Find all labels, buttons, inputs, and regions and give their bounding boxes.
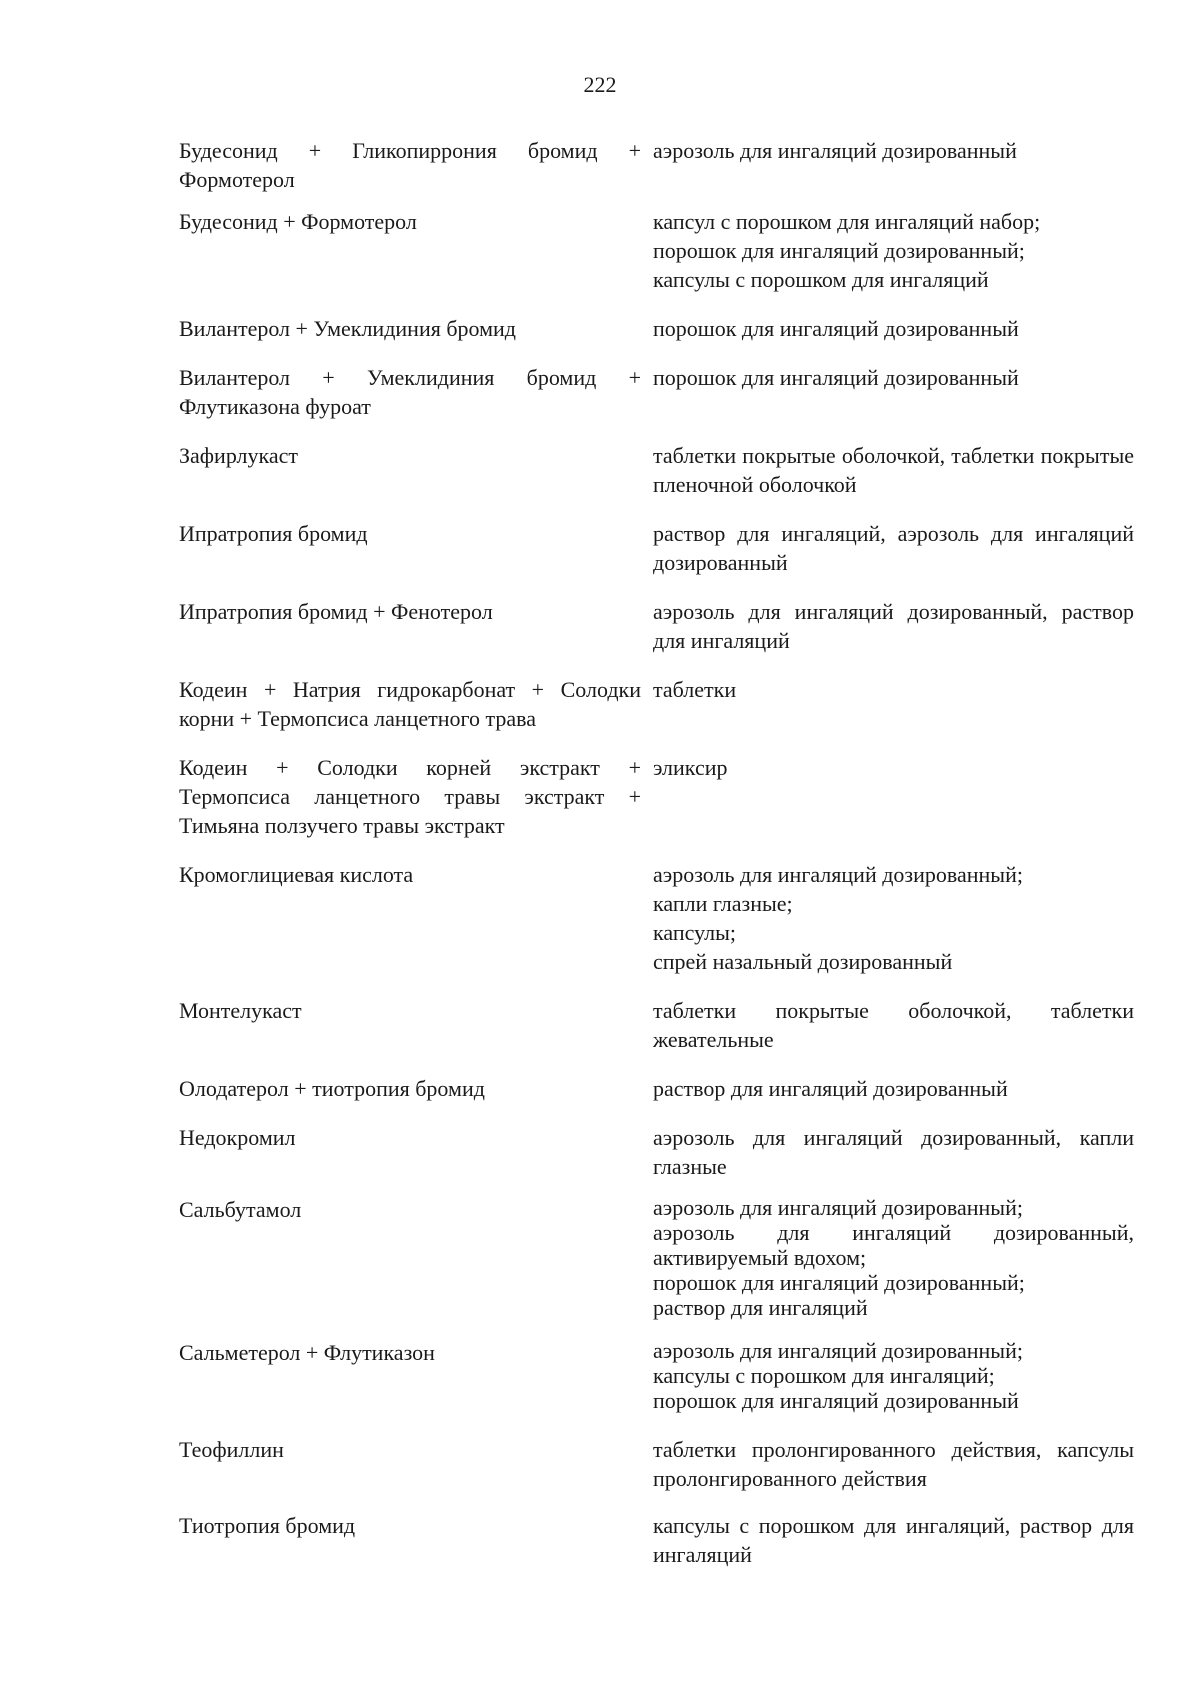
list-item: [179, 675, 1134, 753]
list-item: [179, 996, 1134, 1074]
dosage-form: порошок для ингаляций дозированный: [653, 316, 1019, 341]
dosage-forms: [653, 1338, 1134, 1413]
dosage-form: капсулы с порошком для ингаляций, раствор для ингаляций: [653, 1513, 1134, 1567]
dosage-forms: [653, 1195, 1134, 1320]
drug-name: Будесонид + Гликопиррония бромид + Формотерол: [179, 138, 641, 192]
list-item: [179, 207, 1134, 314]
dosage-forms: [653, 441, 1134, 499]
list-item: [179, 1074, 1134, 1123]
drug-name: Сальбутамол: [179, 1197, 302, 1222]
drug-name: Сальметерол + Флутиказон: [179, 1340, 435, 1365]
dosage-forms: [653, 1074, 1134, 1103]
drug-name: Кодеин + Солодки корней экстракт + Термопсиса ланцетного травы экстракт + Тимьяна ползучего травы экстракт: [179, 755, 641, 838]
list-item: [179, 136, 1134, 207]
dosage-form: раствор для ингаляций, аэрозоль для ингаляций дозированный: [653, 521, 1134, 575]
list-item: [179, 314, 1134, 363]
dosage-form: раствор для ингаляций дозированный: [653, 1076, 1008, 1101]
dosage-forms: [653, 597, 1134, 655]
dosage-form: аэрозоль для ингаляций дозированный;: [653, 1195, 1023, 1220]
dosage-form: эликсир: [653, 755, 728, 780]
dosage-form: капсулы с порошком для ингаляций;: [653, 1363, 995, 1388]
list-item: [179, 1435, 1134, 1511]
drug-list: [179, 136, 1134, 1571]
dosage-form: порошок для ингаляций дозированный: [653, 365, 1019, 390]
dosage-forms: [653, 753, 1134, 782]
dosage-form: аэрозоль для ингаляций дозированный;: [653, 862, 1023, 887]
list-item: [179, 441, 1134, 519]
drug-name: Зафирлукаст: [179, 443, 299, 468]
dosage-form: спрей назальный дозированный: [653, 949, 953, 974]
dosage-form: порошок для ингаляций дозированный;: [653, 238, 1025, 263]
drug-name: Вилантерол + Умеклидиния бромид: [179, 316, 517, 341]
drug-name: Вилантерол + Умеклидиния бромид + Флутиказона фуроат: [179, 365, 641, 419]
dosage-forms: [653, 1435, 1134, 1493]
drug-name: Недокромил: [179, 1125, 296, 1150]
list-item: [179, 1123, 1134, 1195]
list-item: [179, 519, 1134, 597]
dosage-forms: [653, 860, 1134, 976]
drug-name: Монтелукаст: [179, 998, 302, 1023]
dosage-forms: [653, 314, 1134, 343]
dosage-form: капсул с порошком для ингаляций набор;: [653, 209, 1041, 234]
dosage-form: капсулы;: [653, 920, 736, 945]
dosage-form: капсулы с порошком для ингаляций: [653, 267, 989, 292]
drug-name: Теофиллин: [179, 1437, 284, 1462]
dosage-forms: [653, 1511, 1134, 1569]
dosage-forms: [653, 1123, 1134, 1181]
dosage-form: таблетки покрытые оболочкой, таблетки покрытые пленочной оболочкой: [653, 443, 1134, 497]
list-item: [179, 1338, 1134, 1435]
dosage-form: аэрозоль для ингаляций дозированный: [653, 138, 1017, 163]
list-item: [179, 753, 1134, 860]
drug-name: Тиотропия бромид: [179, 1513, 356, 1538]
drug-name: Ипратропия бромид + Фенотерол: [179, 599, 493, 624]
dosage-forms: [653, 207, 1134, 294]
drug-name: Ипратропия бромид: [179, 521, 368, 546]
list-item: [179, 860, 1134, 996]
dosage-form: таблетки покрытые оболочкой, таблетки жевательные: [653, 998, 1134, 1052]
list-item: [179, 597, 1134, 675]
drug-name: Кодеин + Натрия гидрокарбонат + Солодки корни + Термопсиса ланцетного трава: [179, 677, 641, 731]
dosage-form: раствор для ингаляций: [653, 1295, 868, 1320]
dosage-form: капли глазные;: [653, 891, 793, 916]
dosage-forms: [653, 136, 1134, 165]
page-number: 222: [583, 72, 617, 97]
dosage-form: таблетки пролонгированного действия, капсулы пролонгированного действия: [653, 1437, 1134, 1491]
list-item: [179, 363, 1134, 441]
dosage-form: порошок для ингаляций дозированный: [653, 1388, 1019, 1413]
dosage-form: таблетки: [653, 677, 737, 702]
dosage-forms: [653, 519, 1134, 577]
dosage-form: аэрозоль для ингаляций дозированный;: [653, 1338, 1023, 1363]
list-item: [179, 1511, 1134, 1571]
drug-name: Олодатерол + тиотропия бромид: [179, 1076, 485, 1101]
dosage-form: аэрозоль для ингаляций дозированный, раствор для ингаляций: [653, 599, 1134, 653]
dosage-form: порошок для ингаляций дозированный;: [653, 1270, 1025, 1295]
dosage-form: аэрозоль для ингаляций дозированный, активируемый вдохом;: [653, 1220, 1134, 1270]
dosage-forms: [653, 363, 1134, 392]
dosage-form: аэрозоль для ингаляций дозированный, капли глазные: [653, 1125, 1134, 1179]
dosage-forms: [653, 996, 1134, 1054]
drug-name: Кромоглициевая кислота: [179, 862, 414, 887]
dosage-forms: [653, 675, 1134, 704]
list-item: [179, 1195, 1134, 1338]
drug-name: Будесонид + Формотерол: [179, 209, 417, 234]
